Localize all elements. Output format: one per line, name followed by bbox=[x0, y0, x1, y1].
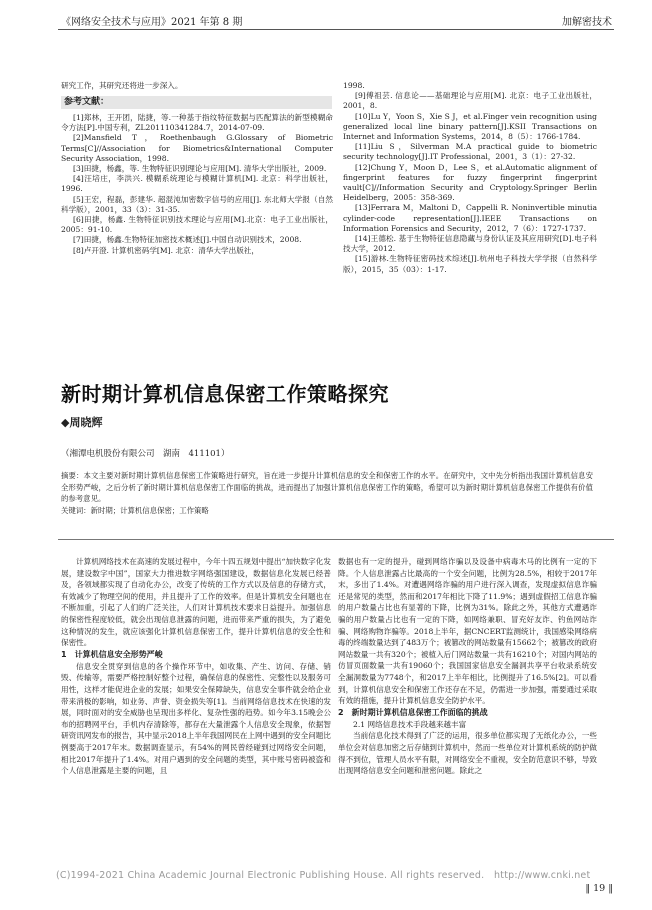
article-author: ◆周晓辉 bbox=[61, 416, 103, 429]
body-paragraph: 数据也有一定的提升，碰到网络诈骗以及设备中病毒木马的比例有一定的下降。个人信息泄露占比最高的一个安全问题，比例为28.5%，相较于2017年末，多出了1.4%。对遭遇网络诈骗的用户进行深入调查，发现虚拟信息诈骗还是常见的类型，然而和2017年相比下降了11.9%；遇到虚假招工信息诈骗的用户数量占比也有显著的下降，比例为31%。除此之外，其他方式遭遇诈骗的用户数量占比也有一定的下降，如网络兼职、冒充好友诈、钓鱼网站诈骗、网络购物诈骗等。2018上半年，据CNCERT监测统计，我国感染网络病毒的终端数量达到了483万个；被篡改的网站数量有15662个；被篡改的政府网站数量一共有320个；被植入后门网站数量一共有16210个；对国内网站的仿冒页面数量一共有19060个；我国国家信息安全漏洞共享平台收录系统安全漏洞数量为7748个，和2017上半年相比，比例提升了16.5%[2]。可以看到，计算机信息安全和保密工作还存在不足，仍需进一步加强，需要通过采取有效的措施，提升计算机信息安全防护水平。 bbox=[338, 557, 597, 706]
reference-item: 1998. bbox=[343, 81, 365, 90]
reference-item: [6]田捷，杨鑫. 生物特征识别技术理论与应用[M].北京：电子工业出版社，2005：91-10. bbox=[61, 215, 333, 235]
reference-item: [13]Ferrara M，Maltoni D，Cappelli R. Noninvertible minutia cylinder-code representation[J].IEEE Transactions on Information Forensics and Security，2012，7（6）：1727-1737. bbox=[343, 203, 597, 233]
reference-item: [4]汪培庄，李洪兴. 模糊系统理论与模糊计算机[M]. 北京：科学出版社，1996. bbox=[61, 174, 333, 194]
continued-text: 研究工作，其研究还将进一步深入。 bbox=[61, 81, 183, 90]
references-left-column bbox=[61, 113, 333, 256]
section-heading: 2 新时期计算机信息保密工作面临的挑战 bbox=[338, 707, 488, 717]
reference-item: [8]卢开澄. 计算机密码学[M]. 北京：清华大学出版社， bbox=[73, 245, 259, 255]
section-header: 加解密技术 bbox=[562, 17, 612, 28]
abstract-text: 摘要：本文主要对新时期计算机信息保密工作策略进行研究，旨在进一步提升计算机信息的安全和保密工作的水平。在研究中，文中先分析指出我国计算机信息安全形势严峻，之后分析了新时期计算机信息保密工作面临的挑战，进而提出了加强计算机信息保密工作的策略，希望可以为新时期计算机信息保密工作提供有价值的参考意见。 bbox=[61, 471, 593, 503]
reference-item: [3]田捷，杨鑫，等. 生物特征识别理论与应用[M]. 清华大学出版社，2009. bbox=[73, 164, 327, 174]
reference-item: [14]王德松. 基于生物特征信息隐藏与身份认证及其应用研究[D].电子科技大学，2012. bbox=[343, 234, 597, 254]
reference-item: [2]Mansfield T，Roethenbaugh G.Glossary of Biometric Terms[C]//Association for Biometrics&International Computer Security Association，1998. bbox=[61, 133, 333, 163]
body-right-column bbox=[338, 556, 597, 777]
section-heading: 1 计算机信息安全形势严峻 bbox=[61, 649, 163, 659]
header-rule bbox=[58, 29, 614, 30]
article-title: 新时期计算机信息保密工作策略探究 bbox=[61, 382, 389, 406]
keywords-text: 关键词：新时期；计算机信息保密；工作策略 bbox=[61, 505, 209, 515]
abstract-block bbox=[61, 470, 593, 516]
reference-item: [11]Liu S，Silverman M.A practical guide to biometric security technology[J].IT Professional，2001，3（1）：27-32. bbox=[343, 142, 597, 162]
references-right-column bbox=[343, 81, 597, 275]
journal-header: 《网络安全技术与应用》2021 年第 8 期 bbox=[61, 17, 243, 28]
body-paragraph: 信息安全贯穿到信息的各个操作环节中，如收集、产生、访问、存储、销毁、传输等，需要严格控制好整个过程，确保信息的保密性、完整性以及服务可用性，这样才能促进企业的发展；如果安全保障缺失，信息安全事件就会给企业带来消极的影响，如业务、声誉、资金损失等[1]。当前网络信息技术在快速的发展，同时面对的安全威胁也呈现出多样化、复杂性强的趋势。如今年3.15晚会公布的招聘网平台，手机内存清除等，都存在大量泄露个人信息安全现象，依据智研资讯网发布的报告，其中显示2018上半年我国网民在上网中遇到的安全问题比例要高于2017年末。数据调查显示，有54%的网民曾经碰到过网络安全问题，相比2017年提升了1.4%。对用户遇到的安全问题的类型，其中账号密码被盗和个人信息泄露是主要的问题，且 bbox=[61, 661, 331, 776]
reference-item: [15]游林.生物特征密码技术综述[J].杭州电子科技大学学报（自然科学版），2015，35（03）：1-17. bbox=[343, 254, 597, 274]
reference-item: [1]郑林，王开团，陆捷，等.一种基于指纹特征数据与匹配算法的新型模糊命令方法[P].中国专利，ZL201110341284.7，2014-07-09. bbox=[61, 113, 333, 133]
reference-item: [10]Lu Y，Yoon S，Xie S J，et al.Finger vein recognition using generalized local line binary pattern[J].KSII Transactions on Internet and Information Systems，2014，8（5）：1766-1784. bbox=[343, 111, 597, 142]
copyright-footer: (C)1994-2021 China Academic Journal Electronic Publishing House. All rights reserved. http://www.cnki.net bbox=[56, 870, 591, 881]
body-paragraph: 计算机网络技术在高速的发展过程中，今年十四五规划中提出“加快数字化发展，建设数字中国”，国家大力推进数字网络强国建设，数据信息化发展已经普及，各领域都实现了自动化办公，改变了传统的工作方式以及信息的存储方式，有效减少了物理空间的使用，并且提升了工作的效率。但是计算机安全问题也在不断加重，引起了人们的广泛关注，人们对计算机技术要求日益提升。加强信息的保密性程度较低，就会出现信息泄露的问题，进而带来严重的损失，为了避免这种情况的发生，就应该强化计算机信息保密工作，提升计算机信息的安全性和保密性。 bbox=[61, 557, 331, 648]
reference-item: [12]Chung Y，Moon D，Lee S，et al.Automatic alignment of fingerprint features for fuzzy fingerprint fingerprint vault[C]//Information Security and Cryptology.Springer Berlin Heidelberg，2005：358-369. bbox=[343, 162, 597, 203]
references-heading: 参考文献： bbox=[61, 96, 332, 109]
subsection-heading: 2.1 网络信息技术手段越来越丰富 bbox=[353, 719, 467, 729]
reference-item: [9]傅祖芸. 信息论——基础理论与应用[M]. 北京：电子工业出版社，2001，8. bbox=[343, 91, 597, 111]
reference-item: [5]王宏，程磊，彭建华. 超混沌加密数字信号的应用[J]. 东北师大学报（自然科学版），2001，33（3）：31-35. bbox=[61, 194, 333, 214]
page-number: ‖ 19 ‖ bbox=[585, 883, 613, 894]
reference-item: [7]田捷，杨鑫.生物特征加密技术概述[J].中国自动识别技术，2008. bbox=[73, 235, 302, 245]
body-paragraph: 当前信息化技术得到了广泛的运用，很多单位都实现了无纸化办公，一些单位会对信息加密之后存储到计算机中，然而一些单位对计算机系统的防护做得不到位，管理人员水平有限，对网络安全不重视，安全防范意识不够，导致出现网络信息安全问题和泄密问题。除此之 bbox=[338, 731, 597, 776]
body-left-column bbox=[61, 556, 331, 777]
abstract-rule bbox=[58, 539, 614, 540]
author-affiliation: （湘潭电机股份有限公司 湖南 411101） bbox=[61, 449, 230, 459]
